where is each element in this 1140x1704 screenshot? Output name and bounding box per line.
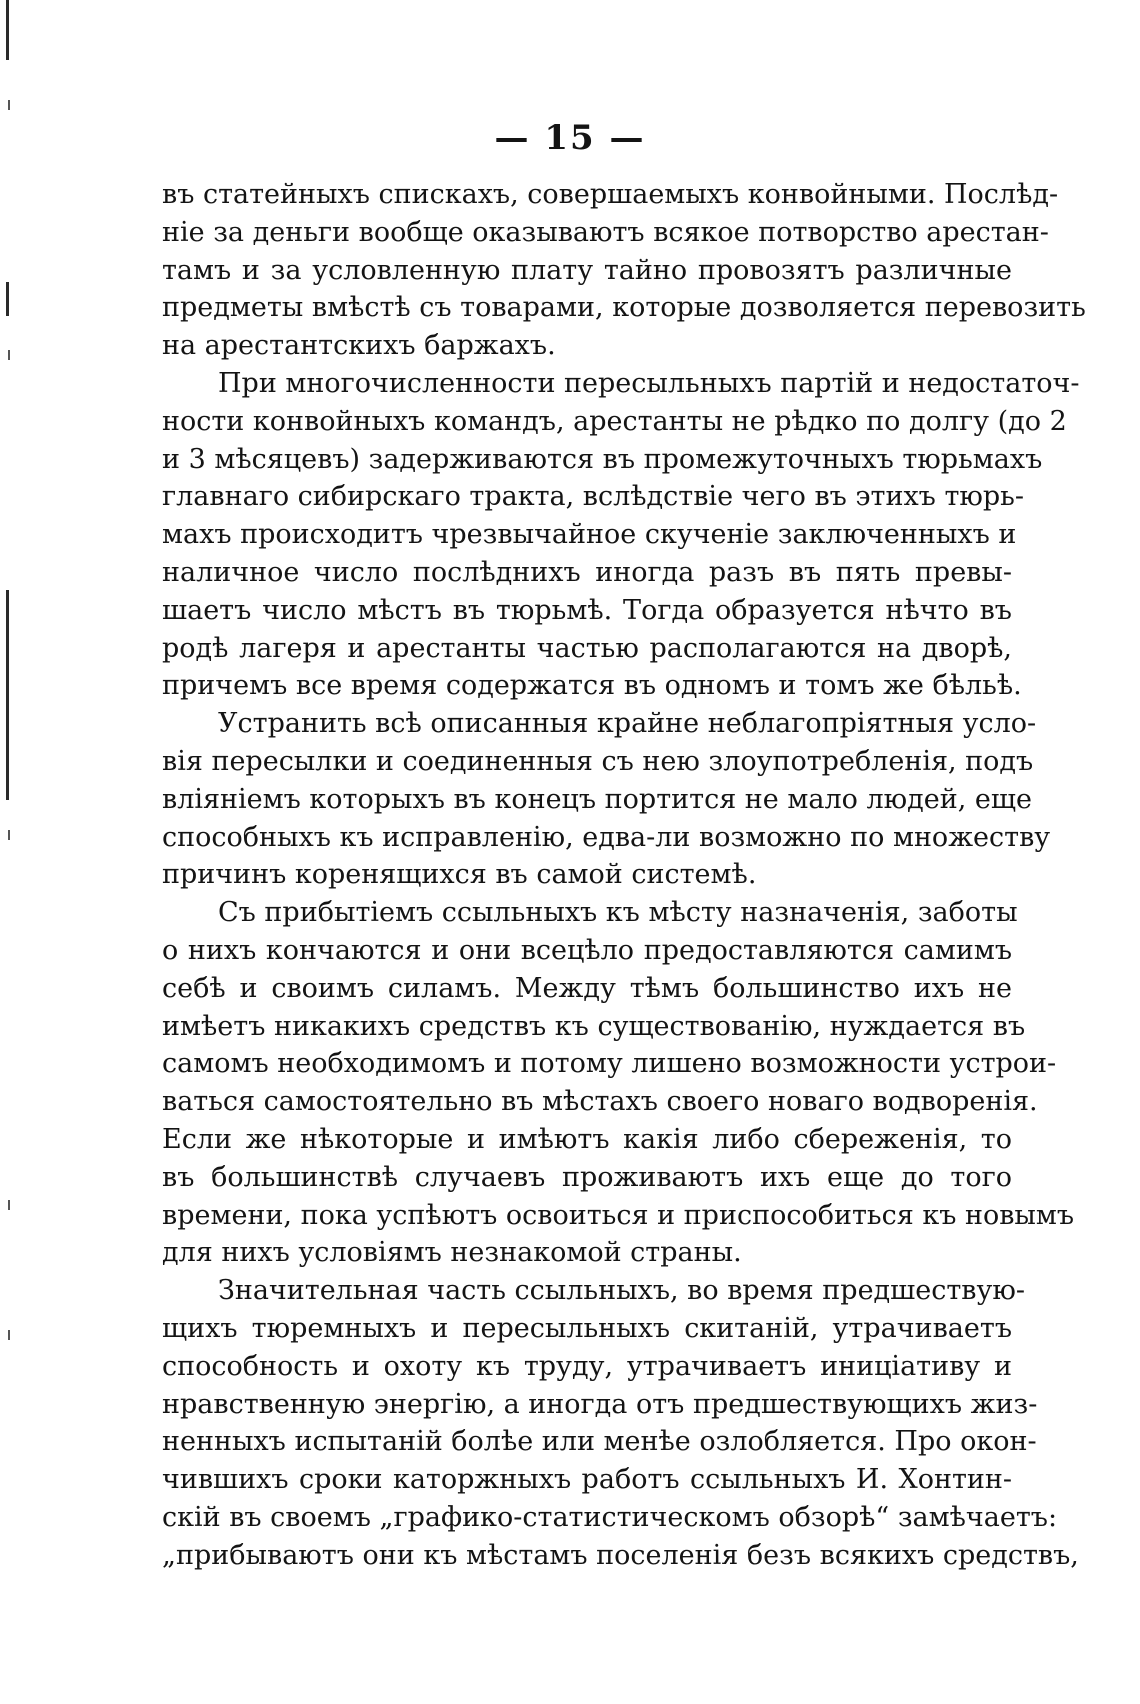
scan-speck xyxy=(8,350,10,360)
text-line: Съ прибытіемъ ссыльныхъ къ мѣсту назначенія, заботы xyxy=(218,897,1018,929)
text-line: чившихъ сроки каторжныхъ работъ ссыльныхъ И. Хонтин- xyxy=(162,1464,1012,1496)
paragraph xyxy=(162,894,1075,1272)
scan-edge-mark xyxy=(6,0,9,60)
text-line: шаетъ число мѣстъ въ тюрьмѣ. Тогда образуется нѣчто въ xyxy=(162,594,1012,626)
text-line: и 3 мѣсяцевъ) задерживаются въ промежуточныхъ тюрьмахъ xyxy=(162,443,1043,475)
text-line: щихъ тюремныхъ и пересыльныхъ скитаній, утрачиваетъ xyxy=(162,1312,1012,1344)
text-line: способность и охоту къ труду, утрачиваетъ иниціативу и xyxy=(162,1350,1012,1382)
text-line: ненныхъ испытаній болѣе или менѣе озлобляется. Про окон- xyxy=(162,1426,1037,1458)
paragraph xyxy=(162,176,1086,365)
text-line: способныхъ къ исправленію, едва-ли возможно по множеству xyxy=(162,821,1051,853)
text-line: Если же нѣкоторые и имѣютъ какія либо сбереженія, то xyxy=(162,1123,1012,1155)
text-line: ваться самостоятельно въ мѣстахъ своего новаго водворенія. xyxy=(162,1086,1038,1118)
text-line: самомъ необходимомъ и потому лишено возможности устрои- xyxy=(162,1048,1057,1080)
scan-speck xyxy=(8,830,10,840)
text-line: причинъ коренящихся въ самой системѣ. xyxy=(162,859,757,891)
text-line: на арестантскихъ баржахъ. xyxy=(162,330,556,362)
text-line: Значительная часть ссыльныхъ, во время предшествую- xyxy=(218,1275,1026,1307)
scan-speck xyxy=(8,1330,10,1340)
text-line: предметы вмѣстѣ съ товарами, которые дозволяется перевозить xyxy=(162,292,1086,324)
text-line: Устранить всѣ описанныя крайне неблагопріятныя усло- xyxy=(218,708,1037,740)
text-line: скій въ своемъ „графико-статистическомъ обзорѣ“ замѣчаетъ: xyxy=(162,1501,1058,1533)
text-line: нравственную энергію, а иногда отъ предшествующихъ жиз- xyxy=(162,1388,1038,1420)
scan-edge-mark xyxy=(6,282,9,316)
paragraph xyxy=(162,705,1051,894)
text-line: въ статейныхъ спискахъ, совершаемыхъ конвойными. Послѣд- xyxy=(162,179,1059,210)
text-line: причемъ все время содержатся въ одномъ и томъ же бѣльѣ. xyxy=(162,670,1022,702)
scan-speck xyxy=(8,100,10,110)
text-line: ности конвойныхъ командъ, арестанты не рѣдко по долгу (до 2 xyxy=(162,405,1067,437)
text-line: родѣ лагеря и арестанты частью располагаются на дворѣ, xyxy=(162,632,1012,664)
paragraph xyxy=(162,1272,1079,1574)
scan-edge-mark xyxy=(6,590,9,800)
body-text xyxy=(162,176,1086,1574)
scan-speck xyxy=(8,1200,10,1210)
text-line: о нихъ кончаются и они всецѣло предоставляются самимъ xyxy=(162,934,1012,966)
paragraph xyxy=(162,365,1080,705)
text-line: себѣ и своимъ силамъ. Между тѣмъ большинство ихъ не xyxy=(162,972,1012,1004)
page-number: — 15 — xyxy=(494,118,646,158)
text-line: тамъ и за условленную плату тайно провозятъ различные xyxy=(162,254,1012,286)
text-line: вліяніемъ которыхъ въ конецъ портится не мало людей, еще xyxy=(162,783,1032,815)
text-line: ніе за деньги вообще оказываютъ всякое потворство арестан- xyxy=(162,216,1049,248)
text-line: наличное число послѣднихъ иногда разъ въ пять превы- xyxy=(162,556,1012,588)
text-line: При многочисленности пересыльныхъ партій и недостаточ- xyxy=(218,367,1080,399)
text-line: имѣетъ никакихъ средствъ къ существованію, нуждается въ xyxy=(162,1010,1026,1042)
text-line: главнаго сибирскаго тракта, вслѣдствіе чего въ этихъ тюрь- xyxy=(162,481,1024,513)
text-line: вія пересылки и соединенныя съ нею злоупотребленія, подъ xyxy=(162,745,1034,777)
text-line: времени, пока успѣютъ освоиться и приспособиться къ новымъ xyxy=(162,1199,1075,1231)
text-line: для нихъ условіямъ незнакомой страны. xyxy=(162,1237,742,1269)
text-line: въ большинствѣ случаевъ проживаютъ ихъ еще до того xyxy=(162,1161,1012,1193)
text-line: махъ происходитъ чрезвычайное скученіе заключенныхъ и xyxy=(162,519,1017,551)
text-line: „прибываютъ они къ мѣстамъ поселенія безъ всякихъ средствъ, xyxy=(162,1539,1079,1571)
